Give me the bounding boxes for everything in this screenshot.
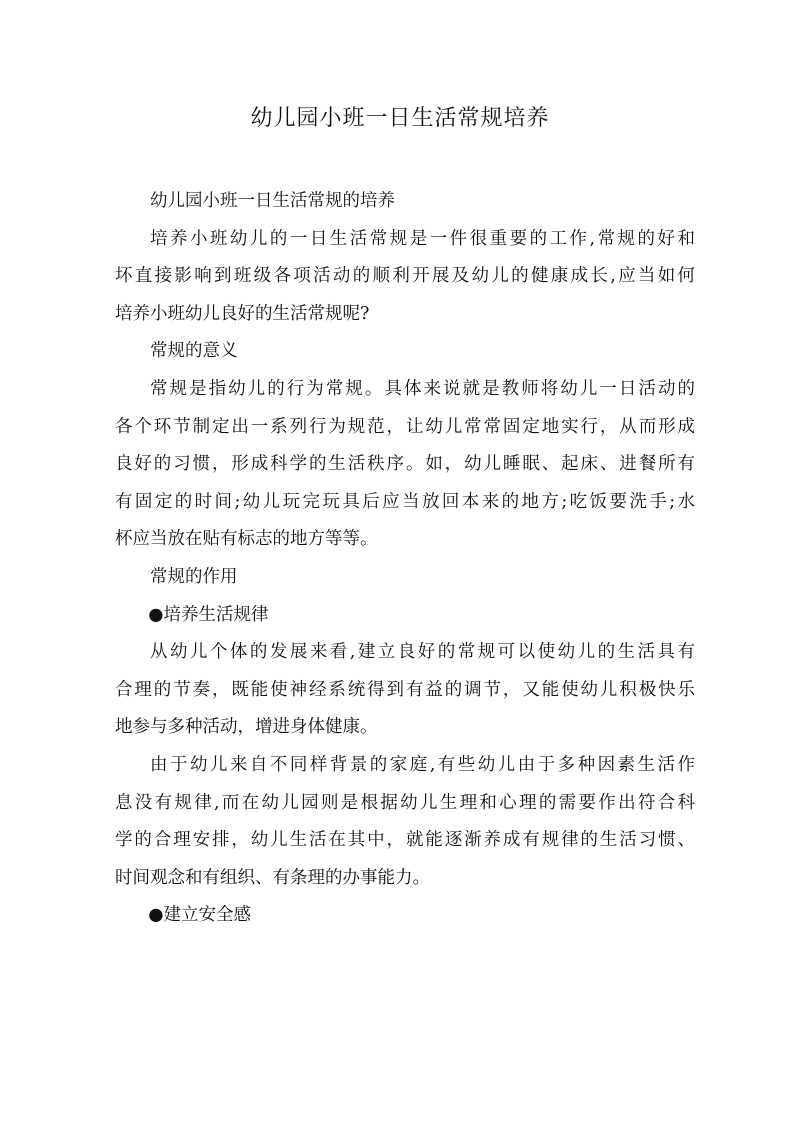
document-body bbox=[115, 183, 695, 935]
meaning-line: 有固定的时间;幼儿玩完玩具后应当放回本来的地方;吃饭要洗手;水 bbox=[115, 491, 695, 512]
bullet-heading-security: ●建立安全感 bbox=[148, 905, 252, 926]
family-paragraph bbox=[115, 747, 695, 897]
meaning-line: 各个环节制定出一系列行为规范，让幼儿常常固定地实行，从而形成 bbox=[115, 416, 695, 437]
intro-line: 培养小班幼儿的一日生活常规是一件很重要的工作,常规的好和 bbox=[150, 228, 695, 249]
family-line: 学的合理安排，幼儿生活在其中，就能逐渐养成有规律的生活习惯、 bbox=[115, 830, 695, 851]
family-line: 由于幼儿来自不同样背景的家庭,有些幼儿由于多种因素生活作 bbox=[150, 754, 695, 775]
intro-paragraph bbox=[115, 221, 695, 334]
rhythm-line: 从幼儿个体的发展来看,建立良好的常规可以使幼儿的生活具有 bbox=[150, 642, 695, 663]
meaning-line: 常规是指幼儿的行为常规。具体来说就是教师将幼儿一日活动的 bbox=[150, 378, 695, 399]
intro-line: 坏直接影响到班级各项活动的顺利开展及幼儿的健康成长,应当如何 bbox=[115, 266, 695, 287]
document-title: 幼儿园小班一日生活常规培养 bbox=[250, 106, 550, 131]
intro-line: 培养小班幼儿良好的生活常规呢? bbox=[115, 303, 370, 324]
family-line: 时间观念和有组织、有条理的办事能力。 bbox=[115, 867, 430, 888]
rhythm-line: 地参与多种活动，增进身体健康。 bbox=[115, 717, 378, 738]
rhythm-line: 合理的节奏，既能使神经系统得到有益的调节，又能使幼儿积极快乐 bbox=[115, 679, 695, 700]
meaning-line: 杯应当放在贴有标志的地方等等。 bbox=[115, 529, 378, 550]
section-heading-meaning: 常规的意义 bbox=[150, 341, 238, 362]
section-heading-function: 常规的作用 bbox=[150, 566, 238, 587]
meaning-paragraph bbox=[115, 371, 695, 559]
bullet-heading-rhythm: ●培养生活规律 bbox=[148, 604, 269, 625]
meaning-line: 良好的习惯，形成科学的生活秩序。如，幼儿睡眠、起床、进餐所有 bbox=[115, 454, 695, 475]
family-line: 息没有规律,而在幼儿园则是根据幼儿生理和心理的需要作出符合科 bbox=[115, 792, 695, 813]
document-subtitle: 幼儿园小班一日生活常规的培养 bbox=[150, 191, 395, 211]
rhythm-paragraph bbox=[115, 634, 695, 747]
